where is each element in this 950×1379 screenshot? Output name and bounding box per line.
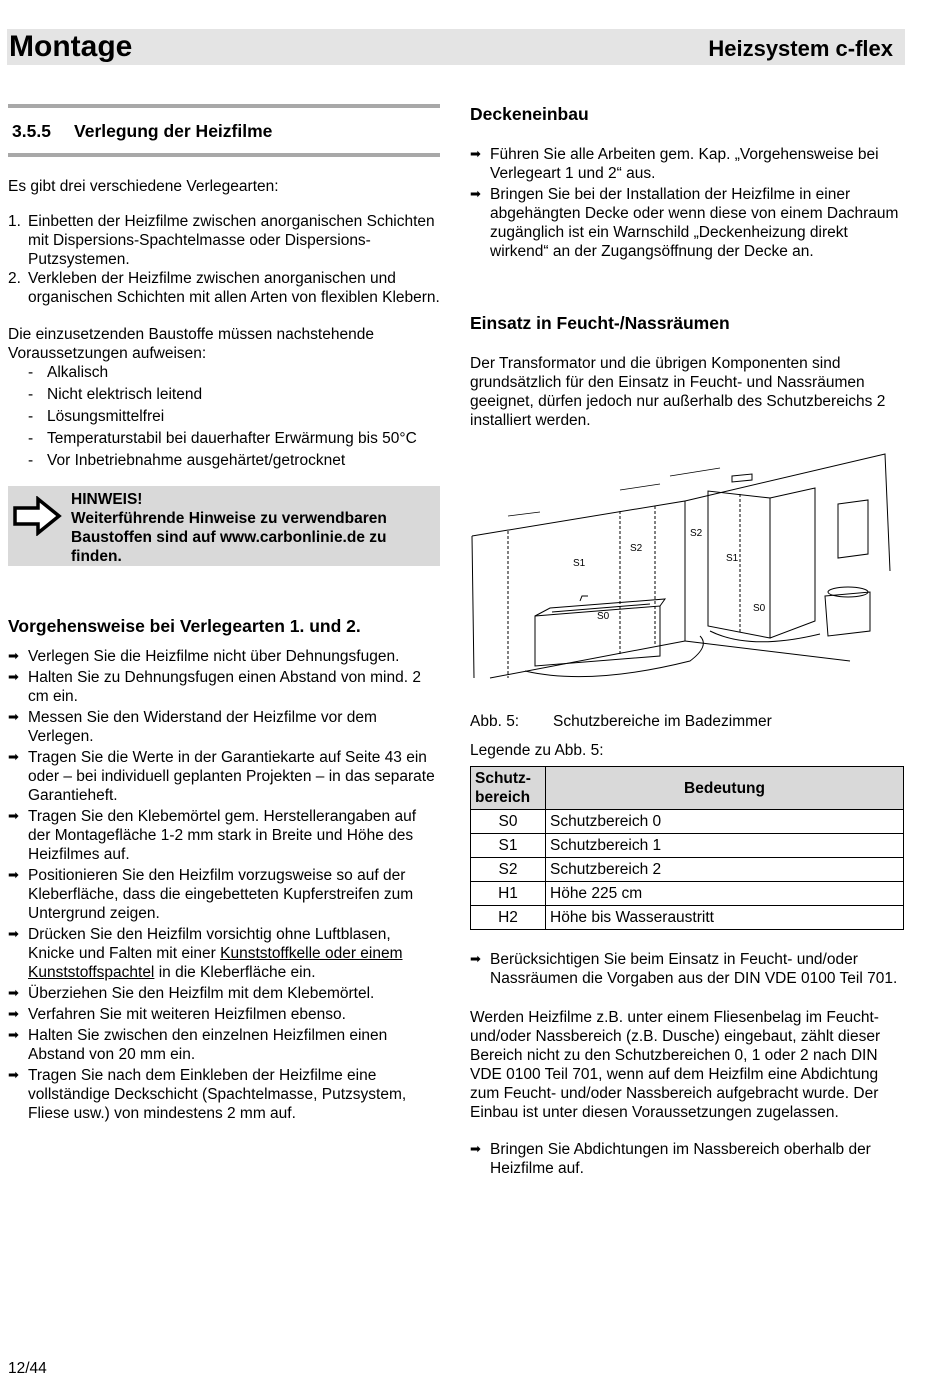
procedure-step: ➡ Drücken Sie den Heizfilm vorsichtig ohne Luftblasen, Knicke und Falten mit einer Kunststoffkelle oder einem Kunststoffspachtel in die Kleberfläche ein. <box>8 925 440 982</box>
section-number: 3.5.5 <box>12 121 51 141</box>
material-item: - Alkalisch <box>28 363 440 382</box>
materials-intro: Die einzusetzenden Baustoffe müssen nachstehende Voraussetzungen aufweisen: <box>8 326 374 362</box>
zone-label-s1: S1 <box>573 558 586 569</box>
zone-label-s2: S2 <box>690 528 703 539</box>
zone-label-s1: S1 <box>726 553 739 564</box>
ceiling-step: ➡ Führen Sie alle Arbeiten gem. Kap. „Vorgehensweise bei Verlegeart 1 und 2“ aus. <box>470 145 904 183</box>
procedure-step: ➡ Tragen Sie die Werte in der Garantiekarte auf Seite 43 ein oder – bei individuell geplanten Projekten – in das separate Garantieheft. <box>8 748 440 805</box>
procedure-step: ➡ Halten Sie zwischen den einzelnen Heizfilmen einen Abstand von 20 mm ein. <box>8 1026 440 1064</box>
ceiling-steps <box>470 145 904 261</box>
table-row: H1 Höhe 225 cm <box>471 882 904 906</box>
table-header-zone: Schutz-bereich <box>471 767 546 810</box>
procedure-step: ➡ Tragen Sie nach dem Einkleben der Heizfilme eine vollständige Deckschicht (Spachtelmasse, Putzsystem, Fliese usw.) von mindestens 2 mm auf. <box>8 1066 440 1123</box>
left-column <box>8 104 440 1125</box>
procedure-steps <box>8 647 440 1123</box>
bathroom-zones-figure <box>470 446 904 686</box>
tile-text: Werden Heizfilme z.B. unter einem Fliesenbelag im Feucht- und/oder Nassbereich (z.B. Dusche) eingebaut, zählt dieser Bereich nicht zu den Schutzbereichen 0, 1 oder 2 nach DIN VDE 0100 Teil 701, wenn auf dem Heizfilm eine Abdichtung zum Feucht- und/oder Nassbereich aufgebracht wurde. Der Einbau ist unter diesen Voraussetzungen zugelassen. <box>470 1009 881 1121</box>
table-header-meaning: Bedeutung <box>546 767 904 810</box>
zone-label-s0: S0 <box>597 611 610 622</box>
procedure-title: Vorgehensweise bei Verlegearten 1. und 2. <box>8 616 361 636</box>
materials-list <box>8 363 440 470</box>
page-number: 12/44 <box>8 1360 47 1377</box>
legend-table <box>470 766 904 930</box>
procedure-step: ➡ Verfahren Sie mit weiteren Heizfilmen ebenso. <box>8 1005 440 1024</box>
caption-number: Abb. 5: <box>470 713 520 730</box>
table-row: S0 Schutzbereich 0 <box>471 810 904 834</box>
zone-label-s0: S0 <box>753 603 766 614</box>
note-title: HINWEIS! <box>71 491 143 508</box>
note-text <box>71 490 431 566</box>
page-header <box>7 29 905 65</box>
procedure-step: ➡ Tragen Sie den Klebemörtel gem. Herstellerangaben auf der Montagefläche 1-2 mm stark in Breite und Höhe des Heizfilmes auf. <box>8 807 440 864</box>
procedure-step: ➡ Positionieren Sie den Heizfilm vorzugsweise so auf der Kleberfläche, dass die eingebetteten Kupferstreifen zum Untergrund zeigen. <box>8 866 440 923</box>
note-body: Weiterführende Hinweise zu verwendbaren Baustoffen sind auf www.carbonlinie.de zu finden. <box>71 510 387 565</box>
zone-label-s2: S2 <box>630 543 643 554</box>
section-title-text: Verlegung der Heizfilme <box>74 121 273 141</box>
intro-text: Es gibt drei verschiedene Verlegearten: <box>8 178 279 195</box>
method-item: 1. Einbetten der Heizfilme zwischen anorganischen Schichten mit Dispersions-Spachtelmasse oder Dispersions-Putzsystemen. <box>8 213 435 268</box>
header-product: Heizsystem c-flex <box>708 36 893 61</box>
procedure-step: ➡ Halten Sie zu Dehnungsfugen einen Abstand von mind. 2 cm ein. <box>8 668 440 706</box>
table-header-row <box>471 767 904 810</box>
note-arrow-icon <box>12 496 62 536</box>
note-box <box>8 486 440 566</box>
material-item: - Lösungsmittelfrei <box>28 407 440 426</box>
seal-step-list <box>470 1140 904 1178</box>
material-item: - Nicht elektrisch leitend <box>28 385 440 404</box>
procedure-step: ➡ Überziehen Sie den Heizfilm mit dem Klebemörtel. <box>8 984 440 1003</box>
procedure-step: ➡ Verlegen Sie die Heizfilme nicht über Dehnungsfugen. <box>8 647 440 666</box>
legend-title: Legende zu Abb. 5: <box>470 742 604 759</box>
header-chapter: Montage <box>9 30 133 63</box>
vde-step-list <box>470 950 904 988</box>
wet-title: Einsatz in Feucht-/Nassräumen <box>470 313 730 333</box>
table-row: S1 Schutzbereich 1 <box>471 834 904 858</box>
material-item: - Temperaturstabil bei dauerhafter Erwärmung bis 50°C <box>28 429 440 448</box>
caption-text: Schutzbereiche im Badezimmer <box>553 713 772 730</box>
methods-list <box>8 212 440 307</box>
ceiling-step: ➡ Bringen Sie bei der Installation der Heizfilme in einer abgehängten Decke oder wenn diese von einem Dachraum zugänglich ist ein Warnschild „Deckenheizung direkt wirkend“ an der Zugangsöffnung der Decke an. <box>470 185 904 261</box>
section-title <box>8 108 440 153</box>
right-column <box>470 104 904 1180</box>
spatula-link-text: Kunststoffkelle oder einem Kunststoffspachtel <box>28 945 403 981</box>
seal-step: ➡ Bringen Sie Abdichtungen im Nassbereich oberhalb der Heizfilme auf. <box>470 1140 904 1178</box>
procedure-step: ➡ Messen Sie den Widerstand der Heizfilme vor dem Verlegen. <box>8 708 440 746</box>
table-row: S2 Schutzbereich 2 <box>471 858 904 882</box>
section-rule-bottom <box>8 153 440 157</box>
figure-caption <box>470 712 904 731</box>
method-item: 2. Verkleben der Heizfilme zwischen anorganischen und organischen Schichten mit allen Arten von flexiblen Klebern. <box>8 270 440 306</box>
wet-text: Der Transformator und die übrigen Komponenten sind grundsätzlich für den Einsatz in Feucht- und Nassräumen geeignet, dürfen jedoch nur außerhalb des Schutzbereichs 2 installiert werden. <box>470 355 886 429</box>
material-item: - Vor Inbetriebnahme ausgehärtet/getrocknet <box>28 451 440 470</box>
table-row: H2 Höhe bis Wasseraustritt <box>471 906 904 930</box>
ceiling-title: Deckeneinbau <box>470 104 589 124</box>
vde-step: ➡ Berücksichtigen Sie beim Einsatz in Feucht- und/oder Nassräumen die Vorgaben aus der DIN VDE 0100 Teil 701. <box>470 950 904 988</box>
